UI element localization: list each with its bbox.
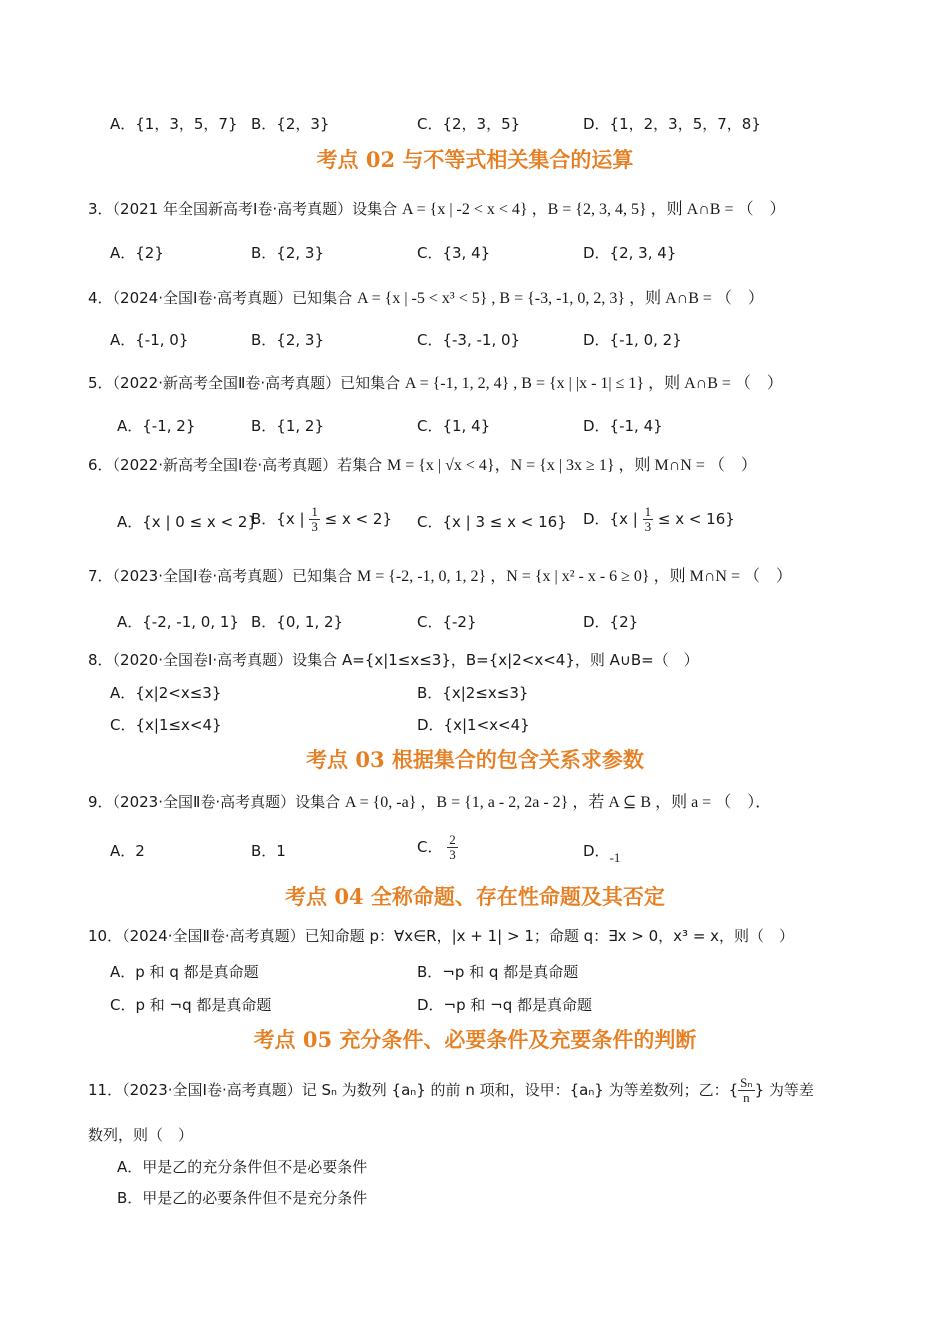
question-stem: 4．（2024·全国Ⅰ卷·高考真题）已知集合 — [88, 289, 353, 307]
option-prefix: D． — [583, 842, 610, 860]
fraction-numerator: 2 — [449, 832, 456, 847]
q5-option-d: D．{-1, 4} — [583, 417, 663, 435]
section-heading-02: 考点 02 与不等式相关集合的运算 — [316, 147, 634, 172]
q4-option-a: A．{-1, 0} — [110, 331, 189, 349]
question-10: 10．（2024·全国Ⅱ卷·高考真题）已知命题 p：∀x∈R，|x + 1| > 1；命题 q：∃x > 0，x³ = x，则（ ） — [88, 927, 795, 945]
q11-option-a: A．甲是乙的充分条件但不是必要条件 — [117, 1158, 368, 1176]
question-stem-tail: } 为等差 — [754, 1081, 814, 1099]
option-prefix: B．{x | — [251, 510, 305, 528]
question-11-line2: 数列，则（ ） — [88, 1126, 194, 1144]
q7-option-a: A．{-2, -1, 0, 1} — [117, 613, 239, 631]
q10-option-c: C．p 和 ¬q 都是真命题 — [110, 996, 272, 1014]
question-math: A = {0, -a} ，B = {1, a - 2, 2a - 2} ，若 A ⊆ B ，则 a = （ ）． — [344, 794, 772, 811]
fraction-numerator: 1 — [311, 504, 318, 519]
question-math: M = {x | √x < 4}，N = {x | 3x ≥ 1} ，则 M∩N = （ ） — [386, 457, 757, 474]
question-math: A = {x | -5 < x³ < 5} , B = {-3, -1, 0, 2, 3} ，则 A∩B = （ ） — [356, 290, 764, 307]
option-suffix: ≤ x < 16} — [657, 510, 735, 528]
q8-option-b: B．{x|2≤x≤3} — [417, 684, 529, 702]
q3-option-b: B．{2, 3} — [251, 244, 325, 262]
fraction — [738, 1076, 754, 1105]
option-prefix: C． — [417, 838, 443, 856]
question-math: A = {-1, 1, 2, 4} , B = {x | |x - 1| ≤ 1} ，则 A∩B = （ ） — [404, 375, 783, 392]
q6-option-a: A．{x | 0 ≤ x < 2} — [117, 513, 257, 531]
question-3 — [88, 199, 785, 220]
fraction — [643, 505, 654, 534]
q4-option-b: B．{2, 3} — [251, 331, 325, 349]
section-heading-03: 考点 03 根据集合的包含关系求参数 — [306, 747, 644, 772]
q3-option-c: C．{3, 4} — [417, 244, 491, 262]
fraction-denominator: 3 — [644, 519, 652, 534]
q7-option-b: B．{0, 1, 2} — [251, 613, 344, 631]
question-5 — [88, 373, 783, 394]
question-4 — [88, 288, 764, 309]
q2-option-c: C．{2，3，5} — [417, 115, 521, 133]
question-11 — [88, 1070, 814, 1110]
question-stem: 5．（2022·新高考全国Ⅱ卷·高考真题）已知集合 — [88, 374, 401, 392]
question-math: A = {x | -2 < x < 4} ，B = {2, 3, 4, 5} ，则 A∩B = （ ） — [401, 201, 786, 218]
question-7 — [88, 566, 792, 587]
q5-option-c: C．{1, 4} — [417, 417, 491, 435]
q10-option-b: B．¬p 和 q 都是真命题 — [417, 963, 579, 981]
q5-option-a: A．{-1, 2} — [117, 417, 196, 435]
q3-option-d: D．{2, 3, 4} — [583, 244, 677, 262]
q9-option-a: A．2 — [110, 842, 145, 860]
q4-option-c: C．{-3, -1, 0} — [417, 331, 521, 349]
question-stem: 11．（2023·全国Ⅰ卷·高考真题）记 Sₙ 为数列 {aₙ} 的前 n 项和，设甲：{aₙ} 为等差数列；乙：{ — [88, 1081, 739, 1099]
question-9 — [88, 792, 771, 813]
question-stem: 9．（2023·全国Ⅱ卷·高考真题）设集合 — [88, 793, 341, 811]
fraction-denominator: 3 — [311, 519, 318, 534]
fraction-numerator: 1 — [644, 504, 652, 519]
q7-option-d: D．{2} — [583, 613, 639, 631]
q4-option-d: D．{-1, 0, 2} — [583, 331, 682, 349]
q5-option-b: B．{1, 2} — [251, 417, 325, 435]
q6-option-b — [251, 502, 392, 536]
q2-option-d: D．{1，2，3，5，7，8} — [583, 115, 761, 133]
q8-option-a: A．{x|2<x≤3} — [110, 684, 222, 702]
q8-option-d: D．{x|1<x<4} — [417, 716, 530, 734]
option-value: -1 — [609, 850, 621, 865]
q7-option-c: C．{-2} — [417, 613, 477, 631]
q11-option-b: B．甲是乙的必要条件但不是充分条件 — [117, 1189, 368, 1207]
section-heading-05: 考点 05 充分条件、必要条件及充要条件的判断 — [253, 1027, 697, 1052]
q9-option-d — [583, 841, 621, 865]
q9-option-c — [417, 830, 458, 864]
fraction — [447, 833, 458, 862]
fraction-denominator: n — [743, 1090, 750, 1105]
q9-option-b: B．1 — [251, 842, 286, 860]
q6-option-c: C．{x | 3 ≤ x < 16} — [417, 513, 567, 531]
question-stem: 7．（2023·全国Ⅰ卷·高考真题）已知集合 — [88, 567, 353, 585]
question-stem: 3．（2021 年全国新高考Ⅰ卷·高考真题）设集合 — [88, 200, 398, 218]
q6-option-d — [583, 502, 735, 536]
fraction-numerator: Sₙ — [740, 1075, 753, 1090]
q2-option-a: A．{1，3，5，7} — [110, 115, 238, 133]
q8-option-c: C．{x|1≤x<4} — [110, 716, 222, 734]
fraction — [309, 505, 320, 534]
question-stem: 6．（2022·新高考全国Ⅰ卷·高考真题）若集合 — [88, 456, 383, 474]
q3-option-a: A．{2} — [110, 244, 164, 262]
fraction-denominator: 3 — [449, 847, 456, 862]
q2-option-b: B．{2，3} — [251, 115, 330, 133]
question-8: 8．（2020·全国卷Ⅰ·高考真题）设集合 A={x|1≤x≤3}，B={x|2<x<4}，则 A∪B=（ ） — [88, 651, 699, 669]
question-math: M = {-2, -1, 0, 1, 2} ，N = {x | x² - x - 6 ≥ 0} ，则 M∩N = （ ） — [356, 568, 792, 585]
question-6 — [88, 455, 757, 476]
option-prefix: D．{x | — [583, 510, 638, 528]
option-suffix: ≤ x < 2} — [324, 510, 393, 528]
q10-option-a: A．p 和 q 都是真命题 — [110, 963, 259, 981]
section-heading-04: 考点 04 全称命题、存在性命题及其否定 — [285, 884, 665, 909]
q10-option-d: D．¬p 和 ¬q 都是真命题 — [417, 996, 593, 1014]
